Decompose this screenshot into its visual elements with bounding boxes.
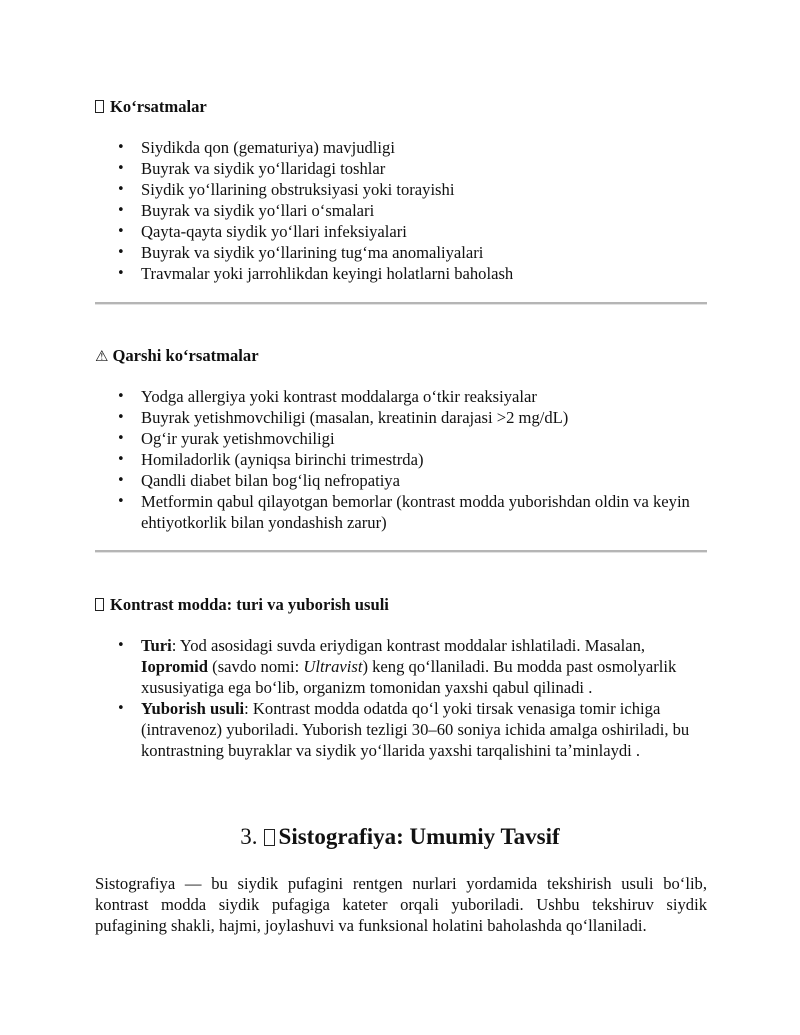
type-text: : Yod asosidagi suvda eriydigan kontrast moddalar ishlatiladi. Masalan, — [171, 636, 646, 655]
missing-glyph-icon — [264, 829, 275, 846]
section-divider — [95, 302, 707, 305]
administration-label: Yuborish usuli — [141, 699, 245, 718]
contrast-list — [95, 635, 707, 761]
type-text: ) keng qoʻllaniladi. Bu modda past osmolyarlik xususiyatiga ega boʻlib, organizm tomonidan yaxshi qabul qilinadi . — [141, 657, 677, 697]
list-item: • Qayta-qayta siydik yoʻllari infeksiyalari — [95, 221, 707, 242]
drug-name: Iopromid — [141, 657, 209, 676]
list-item-administration — [95, 698, 707, 761]
contraindications-heading — [95, 346, 707, 366]
contrast-section — [95, 595, 707, 761]
section-3-heading — [0, 822, 800, 852]
list-item-type — [95, 635, 707, 698]
list-item: • Buyrak va siydik yoʻllari oʻsmalari — [95, 200, 707, 221]
list-item: • Buyrak va siydik yoʻllarining tugʻma anomaliyalari — [95, 242, 707, 263]
list-item: • Metformin qabul qilayotgan bemorlar (kontrast modda yuborishdan oldin va keyin ehtiyotkorlik bilan yondashish zarur) — [95, 491, 707, 533]
section-3-title: Sistografiya: Umumiy Tavsif — [278, 824, 560, 849]
list-item: • Homiladorlik (ayniqsa birinchi trimestrda) — [95, 449, 707, 470]
list-item: • Siydikda qon (gematuriya) mavjudligi — [95, 137, 707, 158]
list-item: • Yodga allergiya yoki kontrast moddalarga oʻtkir reaksiyalar — [95, 386, 707, 407]
missing-glyph-icon — [95, 100, 104, 113]
contrast-heading — [95, 595, 707, 615]
section-divider — [95, 550, 707, 553]
indications-title: Koʻrsatmalar — [110, 97, 207, 116]
contrast-title: Kontrast modda: turi va yuborish usuli — [110, 595, 389, 614]
contraindications-title: Qarshi koʻrsatmalar — [112, 346, 259, 365]
type-label: Turi — [141, 636, 172, 655]
indications-section — [95, 97, 707, 284]
type-text: (savdo nomi: — [208, 657, 304, 676]
indications-list — [95, 137, 707, 284]
indications-heading — [95, 97, 707, 117]
list-item: • Buyrak va siydik yoʻllaridagi toshlar — [95, 158, 707, 179]
list-item: • Ogʻir yurak yetishmovchiligi — [95, 428, 707, 449]
administration-text: : Kontrast modda odatda qoʻl yoki tirsak venasiga tomir ichiga (intravenoz) yuboriladi. Yuborish tezligi 30–60 soniya ichida amalga oshiriladi, bu kontrastning buyraklar va siydik yoʻllarida yaxshi tarqalishini taʼminlaydi . — [141, 699, 690, 760]
section-3-paragraph: Sistografiya — bu siydik pufagini rentgen nurlari yordamida tekshirish usuli boʻlib, kontrast modda siydik pufagiga kateter orqali yuboriladi. Ushbu tekshiruv siydik pufagining shakli, hajmi, joylashuvi va funksional holatini baholashda qoʻllaniladi. — [95, 874, 707, 935]
brand-name: Ultravist — [303, 657, 363, 676]
section-number: 3. — [240, 824, 258, 849]
list-item: • Travmalar yoki jarrohlikdan keyingi holatlarni baholash — [95, 263, 707, 284]
warning-icon: ⚠ — [95, 347, 109, 365]
contraindications-list — [95, 386, 707, 533]
list-item: • Buyrak yetishmovchiligi (masalan, kreatinin darajasi >2 mg/dL) — [95, 407, 707, 428]
list-item: • Siydik yoʻllarining obstruksiyasi yoki torayishi — [95, 179, 707, 200]
missing-glyph-icon — [95, 598, 104, 611]
list-item: • Qandli diabet bilan bogʻliq nefropatiya — [95, 470, 707, 491]
contraindications-section — [95, 346, 707, 533]
